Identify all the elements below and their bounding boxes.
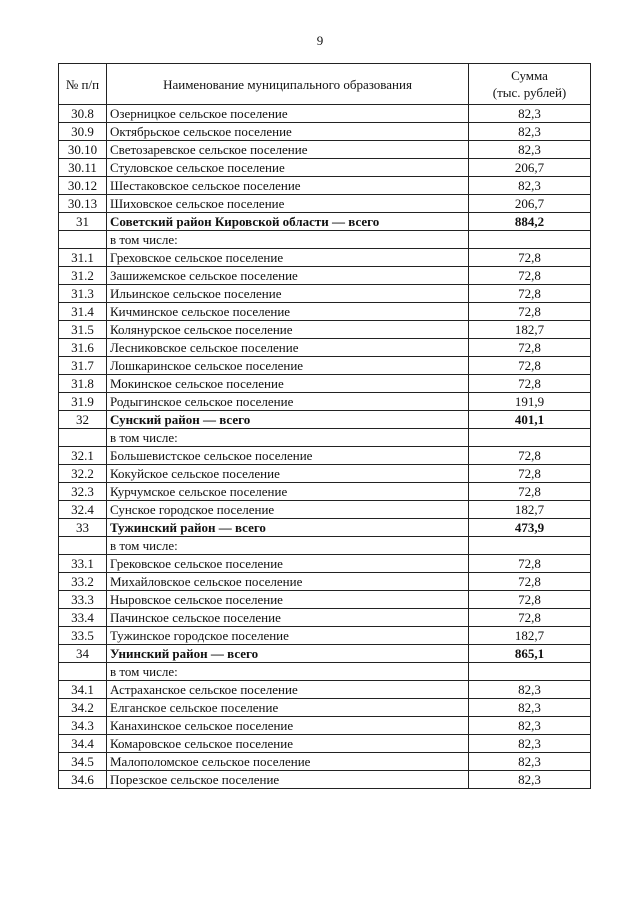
page-number: 9 <box>316 33 324 48</box>
row-sum: 72,8 <box>469 555 591 573</box>
table-row <box>59 663 591 681</box>
row-number <box>59 663 107 681</box>
row-number: 33 <box>59 519 107 537</box>
row-sum <box>469 231 591 249</box>
table-row <box>59 771 591 789</box>
row-name: Тужинское городское поселение <box>107 627 469 645</box>
row-sum: 206,7 <box>469 195 591 213</box>
row-name: Сунское городское поселение <box>107 501 469 519</box>
table-row-total <box>59 213 591 231</box>
row-sum: 82,3 <box>469 771 591 789</box>
row-name: Комаровское сельское поселение <box>107 735 469 753</box>
row-name: Унинский район — всего <box>107 645 469 663</box>
table-row <box>59 339 591 357</box>
row-number: 30.12 <box>59 177 107 195</box>
row-name: Лесниковское сельское поселение <box>107 339 469 357</box>
row-number: 30.9 <box>59 123 107 141</box>
table-row <box>59 303 591 321</box>
row-sum: 72,8 <box>469 465 591 483</box>
row-number: 30.10 <box>59 141 107 159</box>
table-row <box>59 537 591 555</box>
row-number: 31.4 <box>59 303 107 321</box>
row-number: 30.11 <box>59 159 107 177</box>
row-number: 31.9 <box>59 393 107 411</box>
table-row <box>59 483 591 501</box>
row-sum: 72,8 <box>469 285 591 303</box>
row-name: Пачинское сельское поселение <box>107 609 469 627</box>
row-name: Светозаревское сельское поселение <box>107 141 469 159</box>
row-name: Астраханское сельское поселение <box>107 681 469 699</box>
row-sum: 206,7 <box>469 159 591 177</box>
table-row <box>59 591 591 609</box>
row-name: Зашижемское сельское поселение <box>107 267 469 285</box>
row-number: 32.1 <box>59 447 107 465</box>
row-sum: 72,8 <box>469 447 591 465</box>
row-sum: 72,8 <box>469 573 591 591</box>
row-name: в том числе: <box>107 429 469 447</box>
row-name: Курчумское сельское поселение <box>107 483 469 501</box>
table-row <box>59 285 591 303</box>
header-num: № п/п <box>59 64 107 105</box>
table-row <box>59 159 591 177</box>
row-number: 34.3 <box>59 717 107 735</box>
row-number: 31.2 <box>59 267 107 285</box>
row-number: 34.4 <box>59 735 107 753</box>
table-row <box>59 735 591 753</box>
row-sum: 82,3 <box>469 753 591 771</box>
row-sum: 82,3 <box>469 141 591 159</box>
row-number: 33.4 <box>59 609 107 627</box>
row-name: Мокинское сельское поселение <box>107 375 469 393</box>
row-name: Порезское сельское поселение <box>107 771 469 789</box>
row-sum: 72,8 <box>469 357 591 375</box>
table-row <box>59 573 591 591</box>
row-name: в том числе: <box>107 663 469 681</box>
row-sum: 473,9 <box>469 519 591 537</box>
row-number: 34.1 <box>59 681 107 699</box>
table-row <box>59 141 591 159</box>
table-row <box>59 555 591 573</box>
row-sum: 72,8 <box>469 339 591 357</box>
row-name: Советский район Кировской области — всего <box>107 213 469 231</box>
row-number: 32.3 <box>59 483 107 501</box>
row-sum: 72,8 <box>469 375 591 393</box>
header-sum-line1: Сумма <box>511 68 548 83</box>
row-name: Ныровское сельское поселение <box>107 591 469 609</box>
table-row <box>59 393 591 411</box>
row-number: 33.3 <box>59 591 107 609</box>
table-row <box>59 717 591 735</box>
table-row <box>59 501 591 519</box>
row-number: 34.5 <box>59 753 107 771</box>
row-number: 31.7 <box>59 357 107 375</box>
row-name: Лошкаринское сельское поселение <box>107 357 469 375</box>
row-sum: 401,1 <box>469 411 591 429</box>
row-sum: 82,3 <box>469 717 591 735</box>
table-row <box>59 249 591 267</box>
row-name: Малополомское сельское поселение <box>107 753 469 771</box>
row-name: Октябрьское сельское поселение <box>107 123 469 141</box>
row-name: Сунский район — всего <box>107 411 469 429</box>
row-name: Михайловское сельское поселение <box>107 573 469 591</box>
row-sum: 82,3 <box>469 105 591 123</box>
table-row <box>59 429 591 447</box>
table-row <box>59 105 591 123</box>
row-number: 34 <box>59 645 107 663</box>
row-name: Озерницкое сельское поселение <box>107 105 469 123</box>
header-name: Наименование муниципального образования <box>107 64 469 105</box>
row-number: 31.5 <box>59 321 107 339</box>
row-number: 31.6 <box>59 339 107 357</box>
table-row-total <box>59 645 591 663</box>
table-row <box>59 447 591 465</box>
header-sum <box>469 64 591 105</box>
table-row <box>59 753 591 771</box>
row-sum: 72,8 <box>469 249 591 267</box>
table-row <box>59 195 591 213</box>
table-row <box>59 375 591 393</box>
table-row <box>59 609 591 627</box>
row-number: 31.8 <box>59 375 107 393</box>
table-row <box>59 231 591 249</box>
row-name: Шестаковское сельское поселение <box>107 177 469 195</box>
row-sum: 884,2 <box>469 213 591 231</box>
row-name: Елганское сельское поселение <box>107 699 469 717</box>
row-sum <box>469 537 591 555</box>
row-number: 33.5 <box>59 627 107 645</box>
row-sum: 82,3 <box>469 699 591 717</box>
table-row <box>59 267 591 285</box>
row-number: 33.1 <box>59 555 107 573</box>
row-name: в том числе: <box>107 537 469 555</box>
table-row <box>59 627 591 645</box>
row-name: Большевистское сельское поселение <box>107 447 469 465</box>
row-number: 34.6 <box>59 771 107 789</box>
row-sum <box>469 429 591 447</box>
allocation-table <box>58 63 591 789</box>
row-sum: 72,8 <box>469 591 591 609</box>
row-number <box>59 537 107 555</box>
table-row-total <box>59 411 591 429</box>
row-number: 32.4 <box>59 501 107 519</box>
row-sum: 82,3 <box>469 735 591 753</box>
row-name: Стуловское сельское поселение <box>107 159 469 177</box>
row-sum: 82,3 <box>469 681 591 699</box>
row-number <box>59 429 107 447</box>
row-name: Грековское сельское поселение <box>107 555 469 573</box>
row-sum: 865,1 <box>469 645 591 663</box>
row-name: Тужинский район — всего <box>107 519 469 537</box>
row-sum: 182,7 <box>469 627 591 645</box>
table-row <box>59 699 591 717</box>
row-number: 31.3 <box>59 285 107 303</box>
row-sum: 182,7 <box>469 321 591 339</box>
row-sum: 72,8 <box>469 609 591 627</box>
table-row <box>59 681 591 699</box>
table-header <box>59 64 591 105</box>
row-name: Шиховское сельское поселение <box>107 195 469 213</box>
row-name: в том числе: <box>107 231 469 249</box>
row-number: 32 <box>59 411 107 429</box>
table-row <box>59 177 591 195</box>
row-sum <box>469 663 591 681</box>
row-sum: 72,8 <box>469 267 591 285</box>
row-number: 31 <box>59 213 107 231</box>
row-number <box>59 231 107 249</box>
table-row <box>59 123 591 141</box>
row-name: Родыгинское сельское поселение <box>107 393 469 411</box>
row-sum: 191,9 <box>469 393 591 411</box>
row-sum: 72,8 <box>469 483 591 501</box>
row-name: Греховское сельское поселение <box>107 249 469 267</box>
row-sum: 82,3 <box>469 177 591 195</box>
table-row-total <box>59 519 591 537</box>
row-name: Канахинское сельское поселение <box>107 717 469 735</box>
row-sum: 82,3 <box>469 123 591 141</box>
row-name: Ильинское сельское поселение <box>107 285 469 303</box>
row-number: 30.8 <box>59 105 107 123</box>
table-row <box>59 465 591 483</box>
row-name: Кичминское сельское поселение <box>107 303 469 321</box>
row-number: 32.2 <box>59 465 107 483</box>
row-number: 30.13 <box>59 195 107 213</box>
table-row <box>59 357 591 375</box>
table-body <box>59 105 591 789</box>
header-row <box>59 64 591 105</box>
row-number: 31.1 <box>59 249 107 267</box>
row-number: 34.2 <box>59 699 107 717</box>
row-number: 33.2 <box>59 573 107 591</box>
table-row <box>59 321 591 339</box>
row-name: Кокуйское сельское поселение <box>107 465 469 483</box>
header-sum-line2: (тыс. рублей) <box>492 85 567 100</box>
row-sum: 72,8 <box>469 303 591 321</box>
row-sum: 182,7 <box>469 501 591 519</box>
row-name: Колянурское сельское поселение <box>107 321 469 339</box>
